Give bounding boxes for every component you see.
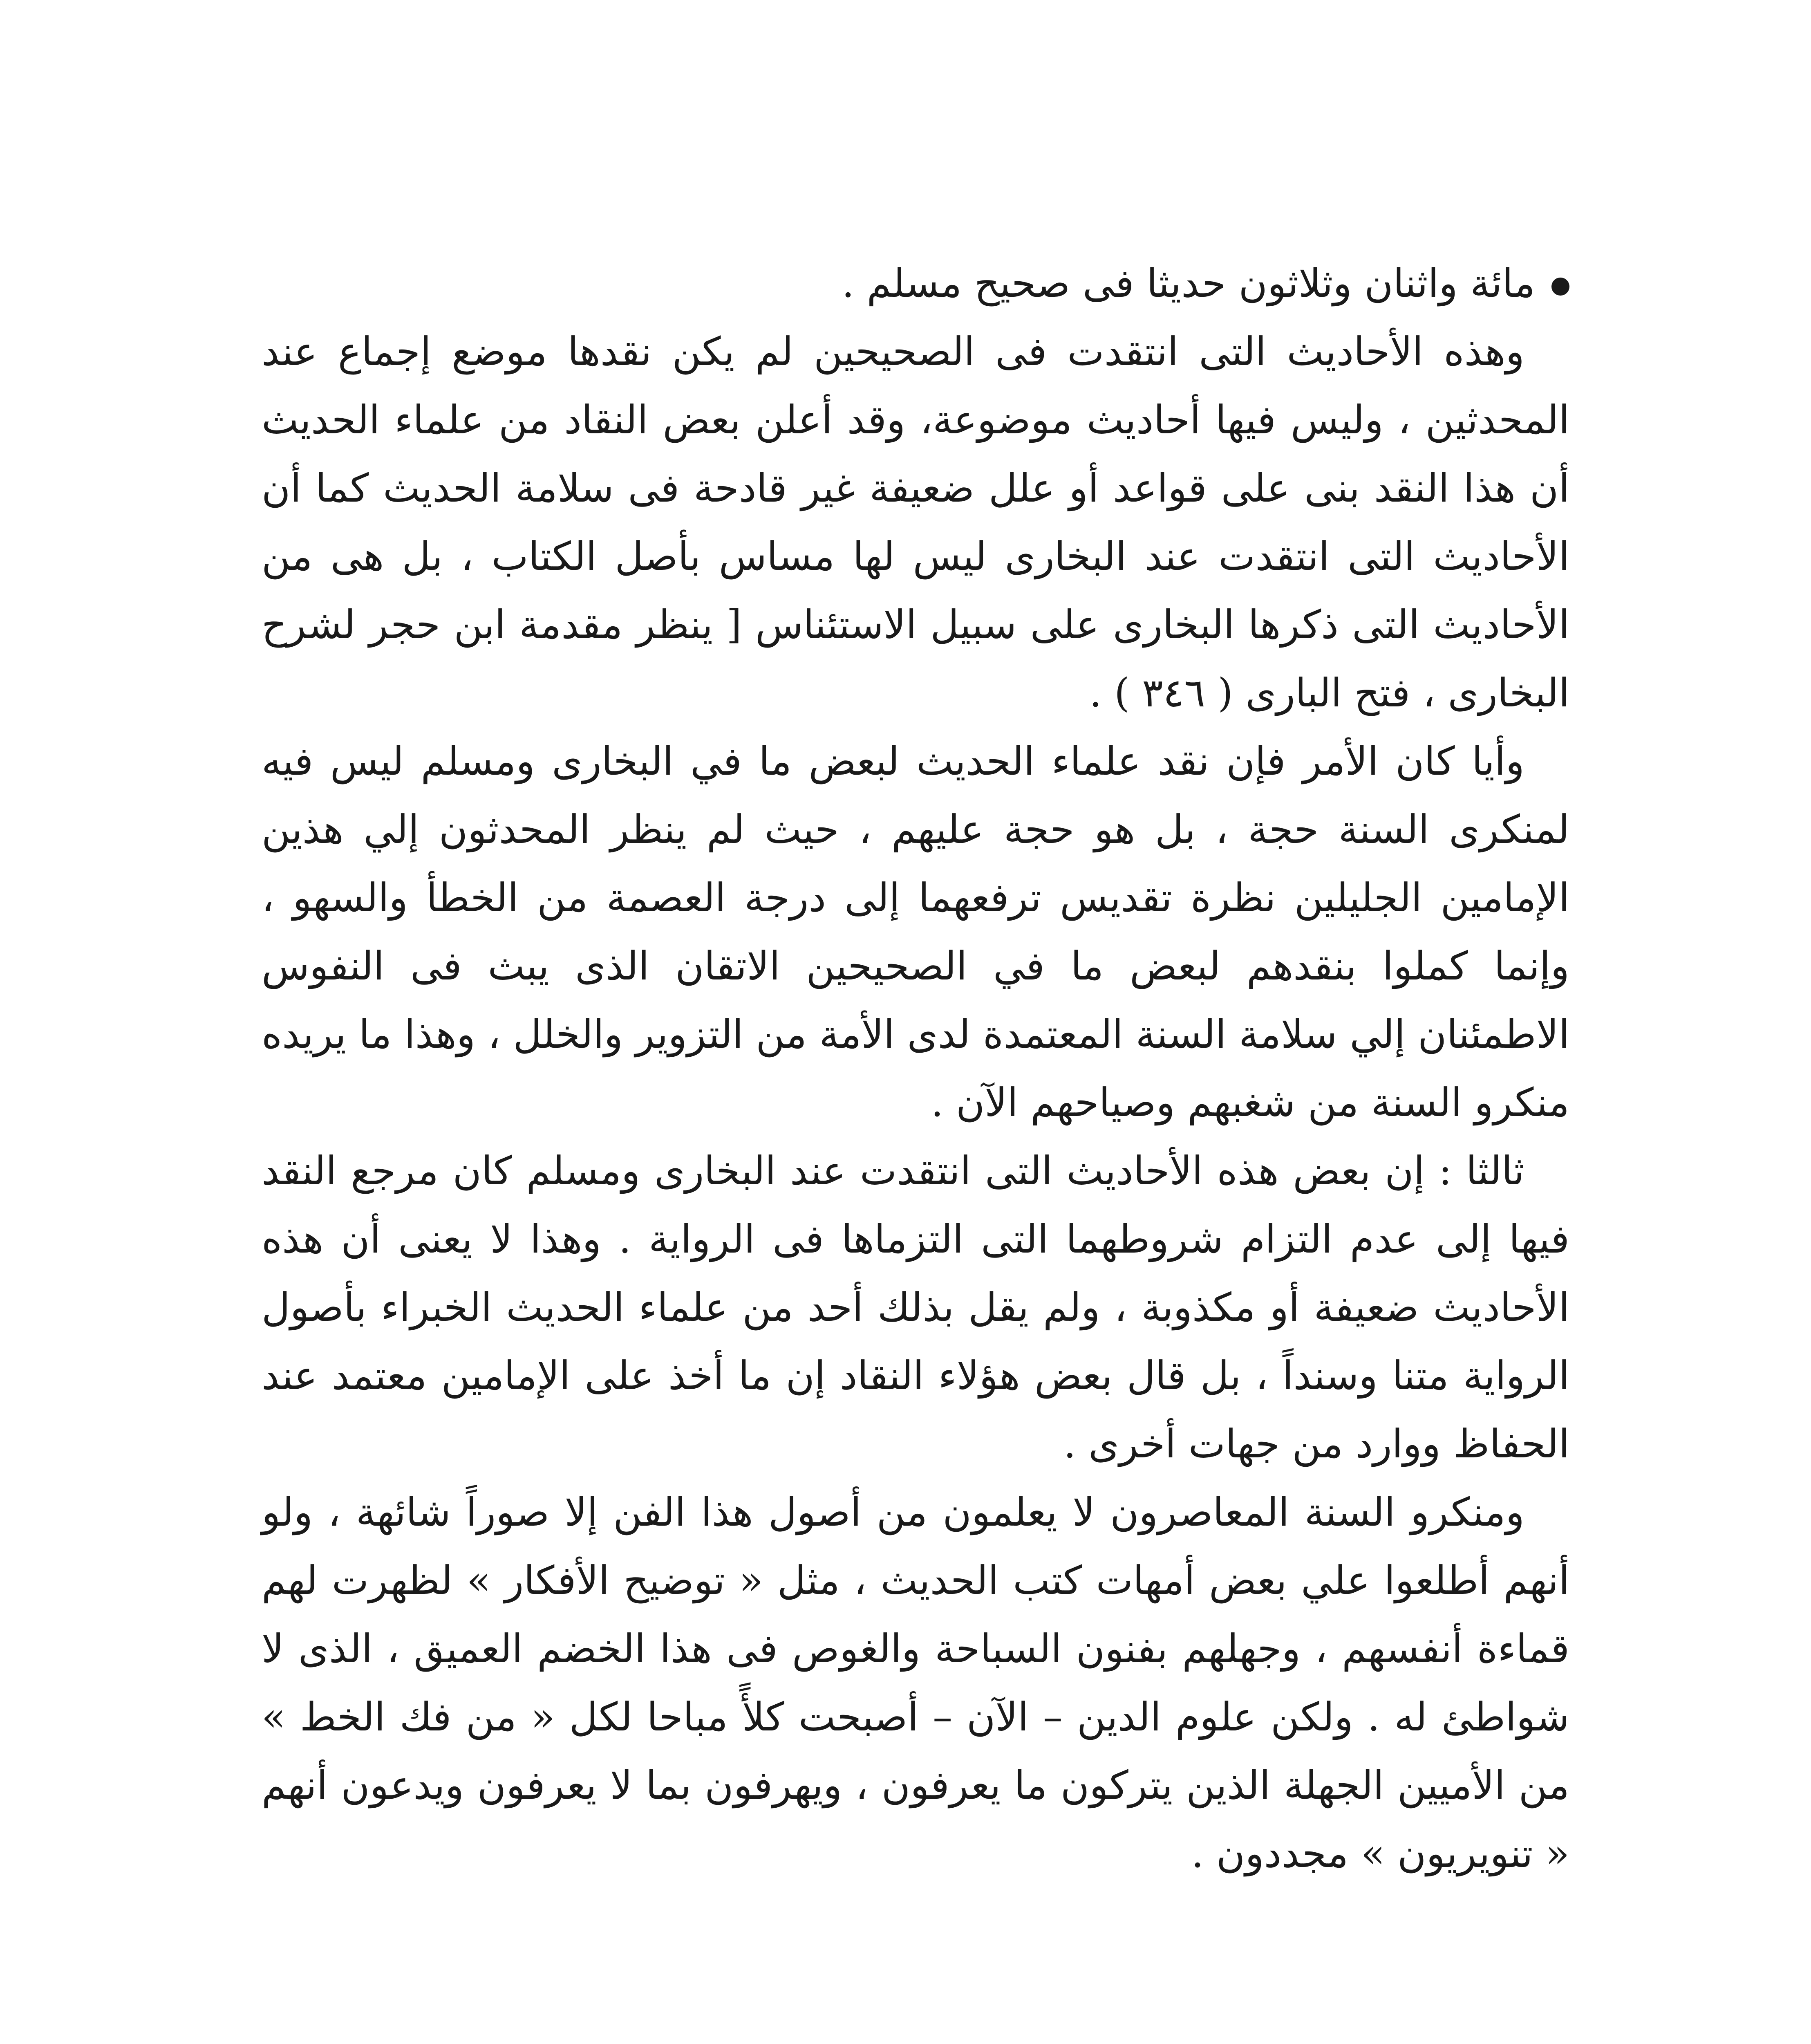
paragraph-1: وهذه الأحاديث التى انتقدت فى الصحيحين لم يكن نقدها موضع إجماع عند المحدثين ، وليس فيها أحاديث موضوعة، وقد أعلن بعض النقاد من علماء الحديث أن هذا النقد بنى على قواعد أو علل ضعيفة غير قادحة فى سلامة الحديث كما أن الأحاديث التى انتقدت عند البخارى ليس لها مساس بأصل الكتاب ، بل هى من الأحاديث التى ذكرها البخارى على سبيل الاستئناس [ ينظر مقدمة ابن حجر لشرح البخارى ، فتح البارى ( ٣٤٦ ) . (262, 329, 1570, 716)
paragraph-3: ثالثا : إن بعض هذه الأحاديث التى انتقدت عند البخارى ومسلم كان مرجع النقد فيها إلى عدم التزام شروطهما التى التزماها فى الرواية . وهذا لا يعنى أن هذه الأحاديث ضعيفة أو مكذوبة ، ولم يقل بذلك أحد من علماء الحديث الخبراء بأصول الرواية متنا وسنداً ، بل قال بعض هؤلاء النقاد إن ما أخذ على الإمامين معتمد عند الحفاظ ووارد من جهات أخرى . (262, 1148, 1569, 1467)
paragraph-2: وأيا كان الأمر فإن نقد علماء الحديث لبعض ما في البخارى ومسلم ليس فيه لمنكرى السنة حجة ، بل هو حجة عليهم ، حيث لم ينظر المحدثون إلي هذين الإمامين الجليلين نظرة تقديس ترفعهما إلى درجة العصمة من الخطأ والسهو ، وإنما كملوا بنقدهم لبعض ما في الصحيحين الاتقان الذى يبث فى النفوس الاطمئنان إلي سلامة السنة المعتمدة لدى الأمة من التزوير والخلل ، وهذا ما يريده منكرو السنة من شغبهم وصياحهم الآن . (262, 738, 1570, 1125)
bullet-icon (1551, 278, 1569, 296)
body-text (262, 249, 1569, 1885)
bullet-item (262, 249, 1569, 318)
paragraph-4: ومنكرو السنة المعاصرون لا يعلمون من أصول هذا الفن إلا صوراً شائهة ، ولو أنهم أطلعوا علي بعض أمهات كتب الحديث ، مثل « توضيح الأفكار » لظهرت لهم قماءة أنفسهم ، وجهلهم بفنون السباحة والغوص فى هذا الخضم العميق ، الذى لا شواطئ له . ولكن علوم الدين – الآن – أصبحت كلأً مباحا لكل « من فك الخط » من الأميين الجهلة الذين يتركون ما يعرفون ، ويهرفون بما لا يعرفون ويدعون أنهم « تنويريون » مجددون . (262, 1489, 1570, 1876)
bullet-text: مائة واثنان وثلاثون حديثا فى صحيح مسلم . (842, 260, 1535, 306)
